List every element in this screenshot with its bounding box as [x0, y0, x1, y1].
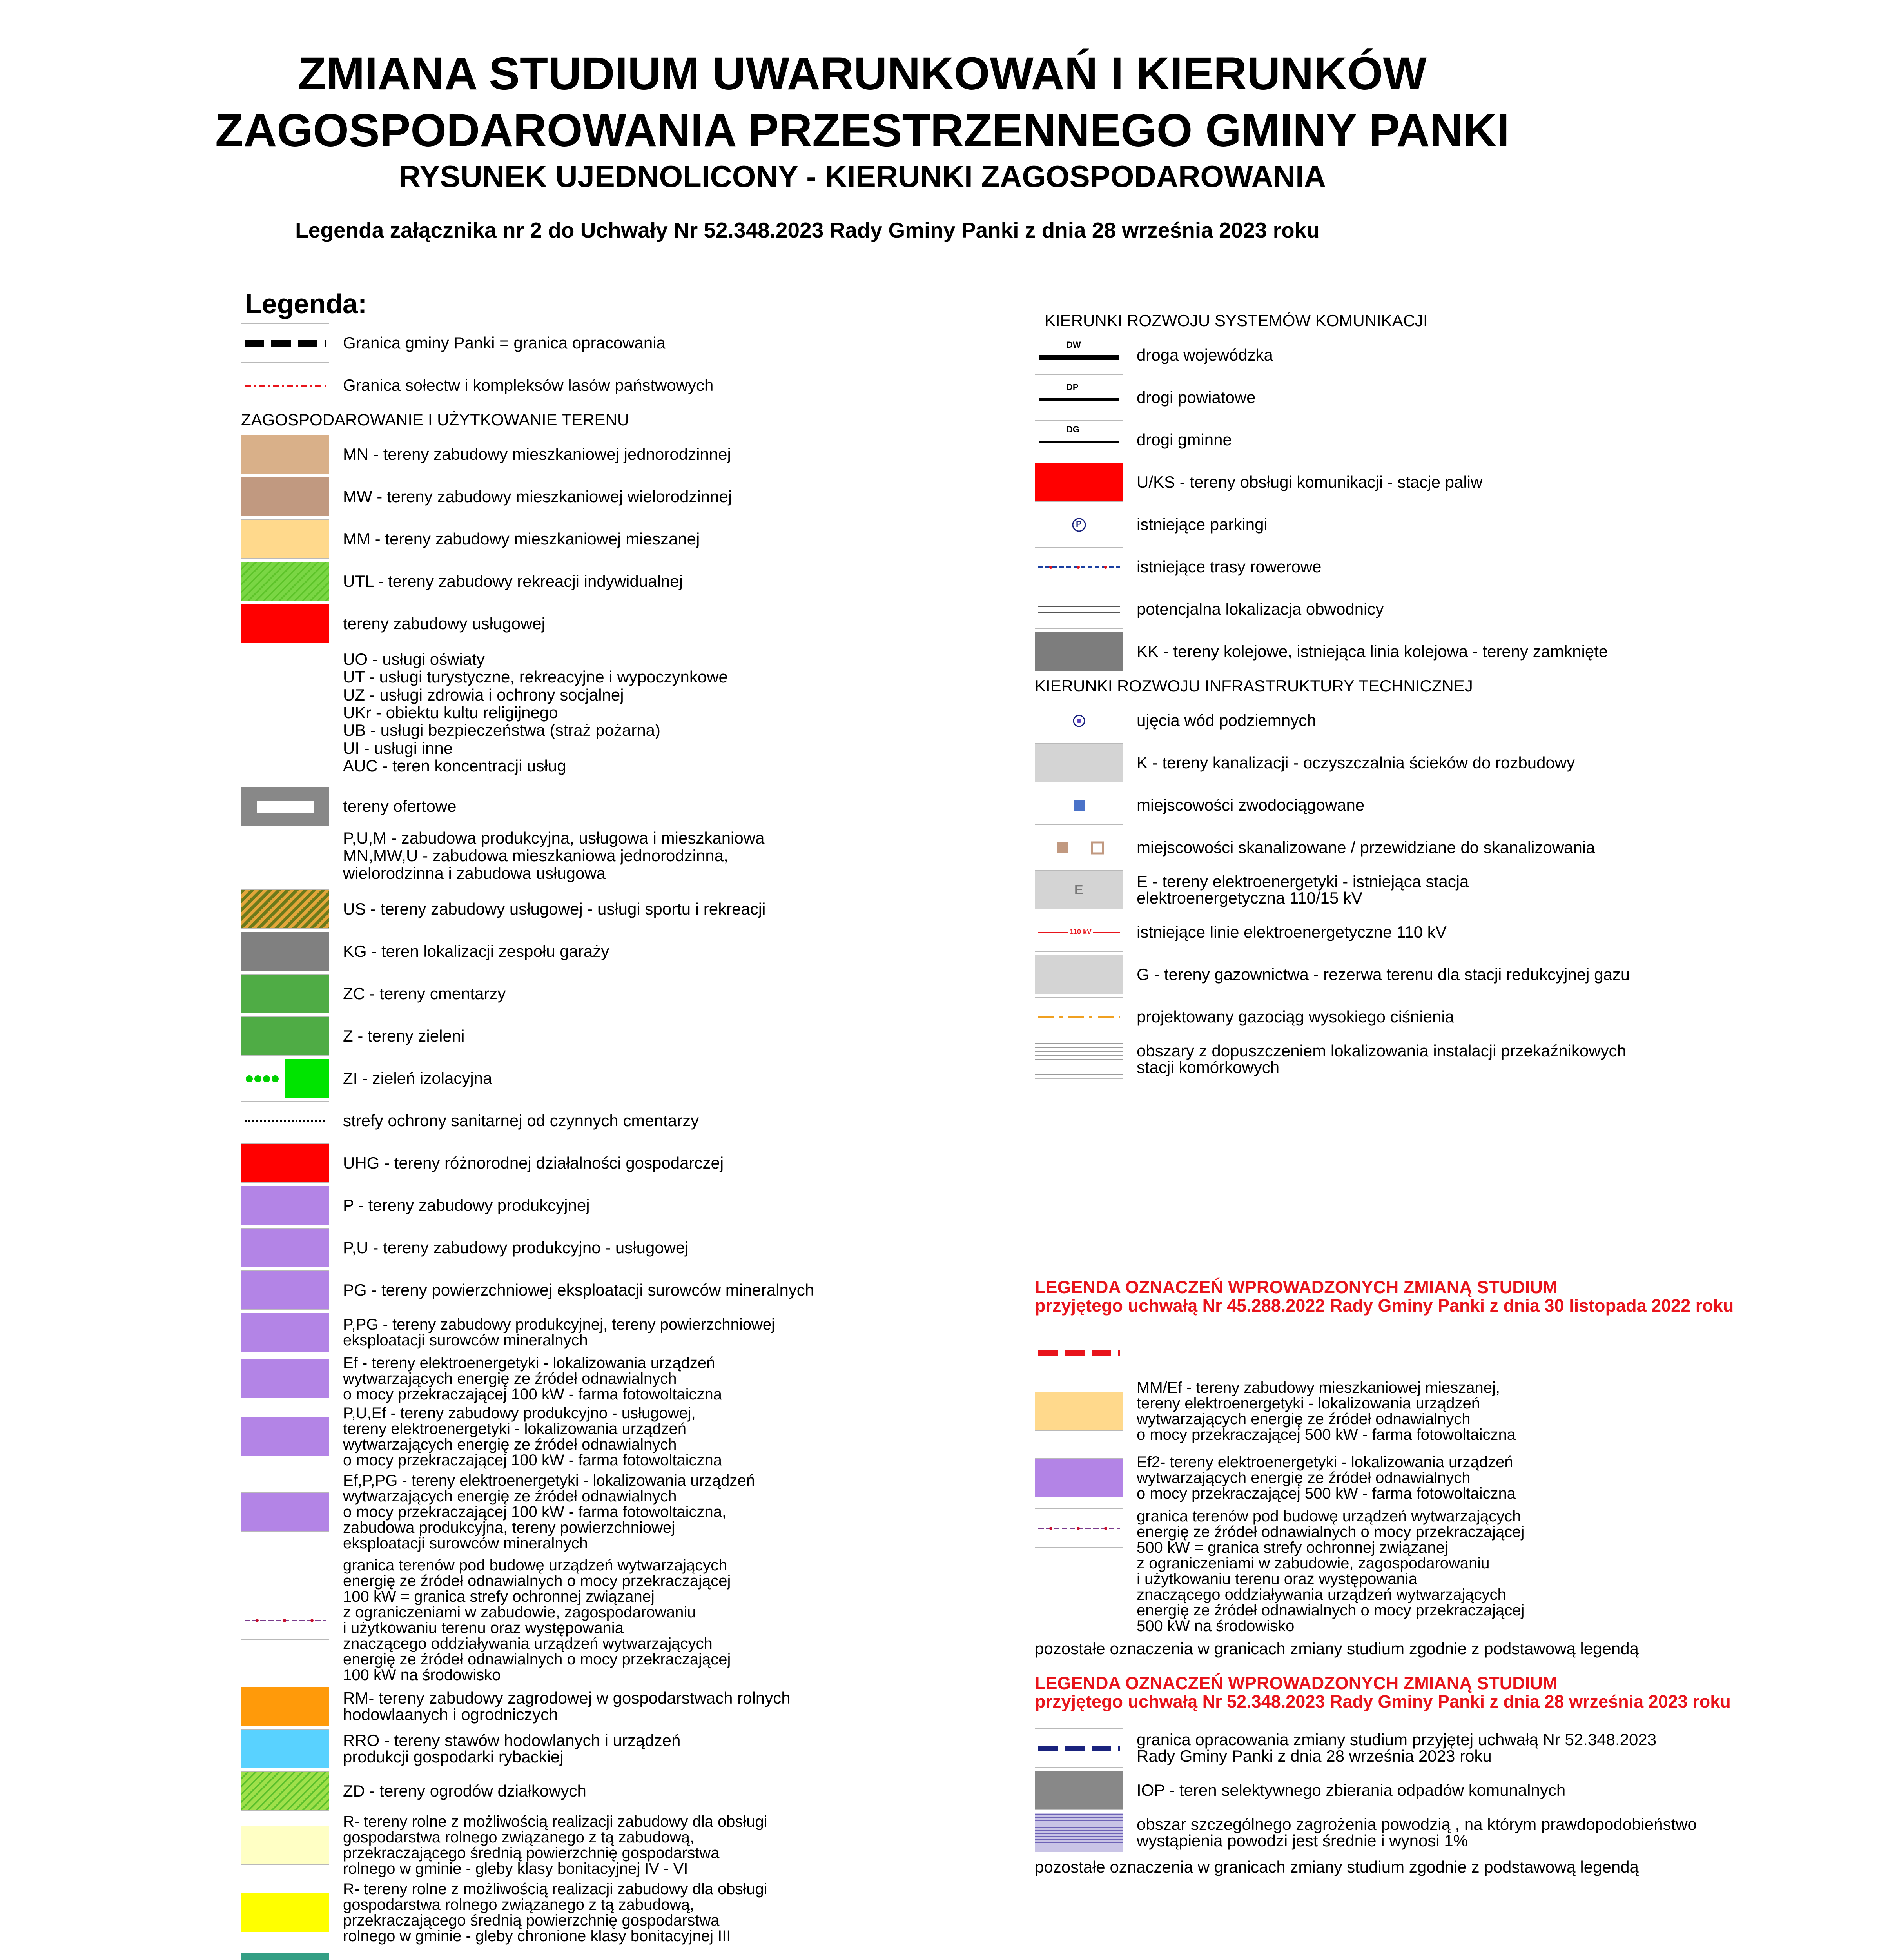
legend-label: P,PG - tereny zabudowy produkcyjnej, tereny powierzchniowej eksploatacji surowców mineralnych	[343, 1316, 775, 1349]
legend-item-mw	[241, 477, 1005, 516]
pg-swatch	[241, 1270, 329, 1310]
legend-right-column	[1035, 306, 1752, 1882]
legend-label: G - tereny gazownictwa - rezerwa terenu dla stacji redukcyjnej gazu	[1137, 965, 1630, 984]
legend-item-ppg	[241, 1313, 1005, 1352]
pu-swatch	[241, 1228, 329, 1267]
change-2022-boundary-symbol	[1035, 1333, 1123, 1372]
u-swatch	[241, 604, 329, 643]
ofertowe-swatch	[241, 787, 329, 826]
legend-title: Legenda:	[245, 289, 367, 319]
legend-label: obszary z dopuszczeniem lokalizowania instalacji przekaźnikowych stacji komórkowych	[1137, 1042, 1626, 1076]
mm-swatch	[241, 519, 329, 559]
legend-label: projektowany gazociąg wysokiego ciśnienia	[1137, 1007, 1455, 1026]
legend-label: drogi gminne	[1137, 430, 1232, 449]
legend-item-zc	[241, 974, 1005, 1013]
legend-item-mm-ef	[1035, 1380, 1752, 1443]
legend-item-2022-boundary	[1035, 1333, 1752, 1372]
legend-item-telecom	[1035, 1040, 1752, 1079]
legend-item-e	[1035, 870, 1752, 909]
section-infrastructure: KIERUNKI ROZWOJU INFRASTRUKTURY TECHNICZNEJ	[1035, 677, 1473, 695]
legend-label: potencjalna lokalizacja obwodnicy	[1137, 600, 1384, 618]
legend-label: obszar szczególnego zagrożenia powodzią , na którym prawdopodobieństwo wystąpienia powodzi jest średnie i wynosi 1%	[1137, 1815, 1697, 1850]
legend-label: ZD - tereny ogrodów działkowych	[343, 1781, 586, 1800]
z-swatch	[241, 1016, 329, 1056]
legend-label: E - tereny elektroenergetyki - istniejąca stacja elektroenergetyczna 110/15 kV	[1137, 872, 1469, 907]
mw-swatch	[241, 477, 329, 516]
legend-label: KK - tereny kolejowe, istniejąca linia kolejowa - tereny zamknięte	[1137, 642, 1608, 661]
rm-swatch	[241, 1687, 329, 1726]
legend-label: KG - teren lokalizacji zespołu garaży	[343, 942, 609, 960]
legend-label: U/KS - tereny obsługi komunikacji - stacje paliw	[1137, 473, 1483, 491]
parking-tag: P	[1076, 519, 1082, 529]
legend-label: P - tereny zabudowy produkcyjnej	[343, 1196, 590, 1214]
kk-swatch	[1035, 632, 1123, 671]
legend-item-uhg	[241, 1143, 1005, 1183]
legend-item-utl	[241, 562, 1005, 601]
legend-label: RM- tereny zabudowy zagrodowej w gospodarstwach rolnych hodowlaanych i ogrodniczych	[343, 1688, 791, 1724]
legend-label: RRO - tereny stawów hodowlanych i urządzeń produkcji gospodarki rybackiej	[343, 1731, 681, 1766]
legend-item-g	[1035, 955, 1752, 994]
legend-item-iop	[1035, 1771, 1752, 1810]
legend-item-solectwo-border	[241, 366, 1005, 405]
dp-symbol	[1035, 378, 1123, 417]
resolution-caption: Legenda załącznika nr 2 do Uchwały Nr 52.348.2023 Rady Gminy Panki z dnia 28 września 2023 roku	[295, 218, 1320, 242]
legend-item-flood	[1035, 1813, 1752, 1852]
ppg-swatch	[241, 1313, 329, 1352]
kg-swatch	[241, 932, 329, 971]
legend-item-110kv	[1035, 913, 1752, 952]
zi-swatch	[241, 1059, 329, 1098]
legend-item-dp	[1035, 378, 1752, 417]
legend-item-bypass	[1035, 590, 1752, 629]
legend-item-oze500	[1035, 1508, 1752, 1634]
rro-swatch	[241, 1729, 329, 1768]
zc-swatch	[241, 974, 329, 1013]
legend-label: tereny ofertowe	[343, 797, 457, 815]
legend-item-u	[241, 604, 1005, 643]
parking-symbol	[1035, 505, 1123, 544]
legend-item-r-iii	[241, 1881, 1005, 1944]
legend-item-mm	[241, 519, 1005, 559]
legend-item-kg	[241, 932, 1005, 971]
legend-label: UHG - tereny różnorodnej działalności gospodarczej	[343, 1153, 724, 1172]
legend-label: istniejące linie elektroenergetyczne 110 kV	[1137, 923, 1447, 941]
legend-label: Ef - tereny elektroenergetyki - lokalizowania urządzeń wytwarzających energię ze źródeł odnawialnych o mocy przekraczającej 100 kW - farma fotowoltaiczna	[343, 1354, 722, 1403]
dw-tag: DW	[1066, 340, 1081, 350]
power-line-symbol	[1035, 913, 1123, 952]
e-tag: E	[1074, 882, 1083, 897]
legend-item-wells	[1035, 701, 1752, 740]
iop-swatch	[1035, 1771, 1123, 1810]
legend-item-sewerage	[1035, 828, 1752, 867]
service-types-list: UO - usługi oświaty UT - usługi turystyczne, rekreacyjne i wypoczynkowe UZ - usługi zdrowia i ochrony socjalnej UKr - obiektu kultu religijnego UB - usługi bezpieczeństwa (straż pożarna) UI - usługi inne AUC - teren koncentracji usług	[343, 650, 728, 775]
legend-item-efppg	[241, 1473, 1005, 1551]
legend-item-ef	[241, 1355, 1005, 1402]
legend-label: granica opracowania zmiany studium przyjętej uchwałą Nr 52.348.2023 Rady Gminy Panki z dnia 28 września 2023 roku	[1137, 1730, 1657, 1765]
power-line-tag: 110 kV	[1068, 928, 1093, 936]
legend-label: K - tereny kanalizacji - oczyszczalnia ścieków do rozbudowy	[1137, 753, 1575, 772]
legend-label: MM - tereny zabudowy mieszkaniowej mieszanej	[343, 530, 700, 548]
legend-label: Ef2- tereny elektroenergetyki - lokalizowania urządzeń wytwarzających energię ze źródeł odnawialnych o mocy przekraczającej 500 kW - farma fotowoltaiczna	[1137, 1453, 1516, 1502]
legend-label: drogi powiatowe	[1137, 388, 1256, 407]
legend-label: Z - tereny zieleni	[343, 1026, 465, 1045]
legend-item-rm	[241, 1687, 1005, 1726]
p-swatch	[241, 1186, 329, 1225]
mm-ef-swatch	[1035, 1392, 1123, 1431]
subtitle: RYSUNEK UJEDNOLICONY - KIERUNKI ZAGOSPODAROWANIA	[398, 159, 1326, 194]
legend-label: istniejące parkingi	[1137, 515, 1268, 534]
legend-label: droga wojewódzka	[1137, 346, 1273, 364]
legend-label: IOP - teren selektywnego zbierania odpadów komunalnych	[1137, 1781, 1566, 1799]
legend-label: ZC - tereny cmentarzy	[343, 984, 506, 1003]
legend-label: US - tereny zabudowy usługowej - usługi sportu i rekreacji	[343, 899, 766, 918]
zl-public-swatch	[241, 1953, 329, 1960]
legend-label: P,U - tereny zabudowy produkcyjno - usługowej	[343, 1238, 689, 1257]
changes-2023-subheading: przyjętego uchwałą Nr 52.348.2023 Rady Gminy Panki z dnia 28 września 2023 roku	[1035, 1691, 1731, 1711]
oze-boundary-symbol	[241, 1601, 329, 1640]
legend-left-column	[241, 323, 1005, 1960]
legend-item-dg	[1035, 420, 1752, 459]
legend-item-gmina-border	[241, 323, 1005, 363]
wells-symbol	[1035, 701, 1123, 740]
puef-swatch	[241, 1417, 329, 1456]
legend-item-puef	[241, 1405, 1005, 1468]
r-iii-swatch	[241, 1893, 329, 1932]
legend-item-pg	[241, 1270, 1005, 1310]
section-land-use: ZAGOSPODAROWANIE I UŻYTKOWANIE TERENU	[241, 410, 629, 429]
changes-2022-subheading: przyjętego uchwałą Nr 45.288.2022 Rady Gminy Panki z dnia 30 listopada 2022 roku	[1035, 1296, 1734, 1316]
legend-label: UTL - tereny zabudowy rekreacji indywidualnej	[343, 572, 683, 590]
legend-item-r-iv-vi	[241, 1814, 1005, 1877]
flood-swatch	[1035, 1813, 1123, 1852]
legend-label: P,U,Ef - tereny zabudowy produkcyjno - usługowej, tereny elektroenergetyki - lokalizowania urządzeń wytwarzających energię ze źródeł odnawialnych o mocy przekraczającej 100 kW - farma fotowoltaiczna	[343, 1404, 722, 1469]
legend-item-2023-boundary	[1035, 1728, 1752, 1768]
dp-tag: DP	[1066, 382, 1079, 392]
legend-label: ZI - zieleń izolacyjna	[343, 1069, 492, 1087]
legend-item-uks	[1035, 463, 1752, 502]
change-2023-boundary-symbol	[1035, 1728, 1123, 1768]
legend-item-rro	[241, 1729, 1005, 1768]
legend-item-kk	[1035, 632, 1752, 671]
legend-item-gas	[1035, 997, 1752, 1036]
pum-description: P,U,M - zabudowa produkcyjna, usługowa i mieszkaniowa MN,MW,U - zabudowa mieszkaniowa jednorodzinna, wielorodzinna i zabudowa usługowa	[343, 828, 765, 883]
oze500-symbol	[1035, 1508, 1123, 1548]
legend-label: strefy ochrony sanitarnej od czynnych cmentarzy	[343, 1111, 699, 1130]
gmina-border-symbol	[241, 323, 329, 363]
mn-swatch	[241, 435, 329, 474]
legend-item-zd	[241, 1771, 1005, 1811]
legend-item-water-supply	[1035, 786, 1752, 825]
water-supply-symbol	[1035, 786, 1123, 825]
utl-swatch	[241, 562, 329, 601]
title-line-2: ZAGOSPODAROWANIA PRZESTRZENNEGO GMINY PANKI	[215, 105, 1509, 156]
r-iv-vi-swatch	[241, 1826, 329, 1865]
dg-symbol	[1035, 420, 1123, 459]
legend-item-pu	[241, 1228, 1005, 1267]
legend-item-zi	[241, 1059, 1005, 1098]
legend-label: R- tereny rolne z możliwością realizacji zabudowy dla obsługi gospodarstwa rolnego związanego z tą zabudową, przekraczającego średnią powierzchnię gospodarstwa rolnego w gminie - gleby klasy bonitacyjnej IV - VI	[343, 1813, 767, 1877]
legend-label: granica terenów pod budowę urządzeń wytwarzających energię ze źródeł odnawialnych o mocy przekraczającej 100 kW = granica strefy ochronnej związanej z ograniczeniami w zabudowie, zagospodarowaniu i użytkowaniu terenu oraz występowania znaczącego oddziaływania urządzeń wytwarzających energię ze źródeł odnawialnych o mocy przekraczającej 100 kW na środowisko	[343, 1556, 731, 1684]
legend-item-ef2	[1035, 1454, 1752, 1501]
zd-swatch	[241, 1771, 329, 1811]
legend-item-sanitary-zone	[241, 1101, 1005, 1140]
legend-label: R- tereny rolne z możliwością realizacji zabudowy dla obsługi gospodarstwa rolnego związanego z tą zabudową, przekraczającego średnią powierzchnię gospodarstwa rolnego w gminie - gleby chronione klasy bonitacyjnej III	[343, 1880, 767, 1945]
legend-label: PG - tereny powierzchniowej eksploatacji surowców mineralnych	[343, 1280, 814, 1299]
ef2-swatch	[1035, 1458, 1123, 1497]
bike-route-symbol	[1035, 547, 1123, 586]
sewerage-symbol	[1035, 828, 1123, 867]
solectwo-border-symbol	[241, 366, 329, 405]
legend-item-k	[1035, 743, 1752, 782]
legend-label: MM/Ef - tereny zabudowy mieszkaniowej mieszanej, tereny elektroenergetyki - lokalizowania urządzeń wytwarzających energię ze źródeł odnawialnych o mocy przekraczającej 500 kW - farma fotowoltaiczna	[1137, 1379, 1516, 1443]
g-swatch	[1035, 955, 1123, 994]
dw-symbol	[1035, 336, 1123, 375]
legend-item-zl-public	[241, 1953, 1005, 1960]
legend-item-bike	[1035, 547, 1752, 586]
e-swatch	[1035, 870, 1123, 909]
changes-2023-heading: LEGENDA OZNACZEŃ WPROWADZONYCH ZMIANĄ STUDIUM	[1035, 1673, 1558, 1693]
legend-label: Granica sołectw i kompleksów lasów państwowych	[343, 376, 714, 394]
dg-tag: DG	[1066, 425, 1079, 434]
sanitary-zone-symbol	[241, 1101, 329, 1140]
changes-2023-note: pozostałe oznaczenia w granicach zmiany studium zgodnie z podstawową legendą	[1035, 1858, 1639, 1876]
telecom-swatch	[1035, 1040, 1123, 1079]
legend-item-mn	[241, 435, 1005, 474]
legend-label: Granica gminy Panki = granica opracowania	[343, 334, 666, 352]
uks-swatch	[1035, 463, 1123, 502]
legend-label: miejscowości skanalizowane / przewidziane do skanalizowania	[1137, 838, 1595, 857]
legend-label: granica terenów pod budowę urządzeń wytwarzających energię ze źródeł odnawialnych o mocy przekraczającej 500 kW = granica strefy ochronnej związanej z ograniczeniami w zabudowie, zagospodarowaniu i użytkowaniu terenu oraz występowania znaczącego oddziaływania urządzeń wytwarzających energię ze źródeł odnawialnych o mocy przekraczającej 500 kW na środowisko	[1137, 1507, 1525, 1635]
legend-label: MW - tereny zabudowy mieszkaniowej wielorodzinnej	[343, 487, 732, 506]
ef-swatch	[241, 1359, 329, 1398]
legend-label: ujęcia wód podziemnych	[1137, 711, 1316, 730]
changes-2022-heading: LEGENDA OZNACZEŃ WPROWADZONYCH ZMIANĄ STUDIUM	[1035, 1277, 1558, 1297]
k-swatch	[1035, 743, 1123, 782]
legend-label: Ef,P,PG - tereny elektroenergetyki - lokalizowania urządzeń wytwarzających energię ze źródeł odnawialnych o mocy przekraczającej 100 kW - farma fotowoltaiczna, zabudowa produkcyjna, tereny powierzchniowej eksploatacji surowców mineralnych	[343, 1472, 755, 1552]
efppg-swatch	[241, 1492, 329, 1532]
legend-item-dw	[1035, 336, 1752, 375]
legend-item-parking	[1035, 505, 1752, 544]
legend-label: tereny zabudowy usługowej	[343, 614, 545, 633]
gas-pipeline-symbol	[1035, 997, 1123, 1036]
legend-item-p	[241, 1186, 1005, 1225]
bypass-symbol	[1035, 590, 1123, 629]
section-transport: KIERUNKI ROZWOJU SYSTEMÓW KOMUNIKACJI	[1045, 311, 1428, 330]
legend-label: istniejące trasy rowerowe	[1137, 557, 1322, 576]
changes-2022-note: pozostałe oznaczenia w granicach zmiany studium zgodnie z podstawową legendą	[1035, 1639, 1639, 1658]
legend-item-us	[241, 889, 1005, 929]
legend-item-oze-boundary	[241, 1557, 1005, 1683]
legend-label: MN - tereny zabudowy mieszkaniowej jednorodzinnej	[343, 445, 731, 463]
legend-item-ofertowe	[241, 787, 1005, 826]
us-swatch	[241, 889, 329, 929]
uhg-swatch	[241, 1143, 329, 1183]
legend-item-z	[241, 1016, 1005, 1056]
legend-label: miejscowości zwodociągowane	[1137, 796, 1365, 814]
title-line-1: ZMIANA STUDIUM UWARUNKOWAŃ I KIERUNKÓW	[298, 48, 1427, 100]
